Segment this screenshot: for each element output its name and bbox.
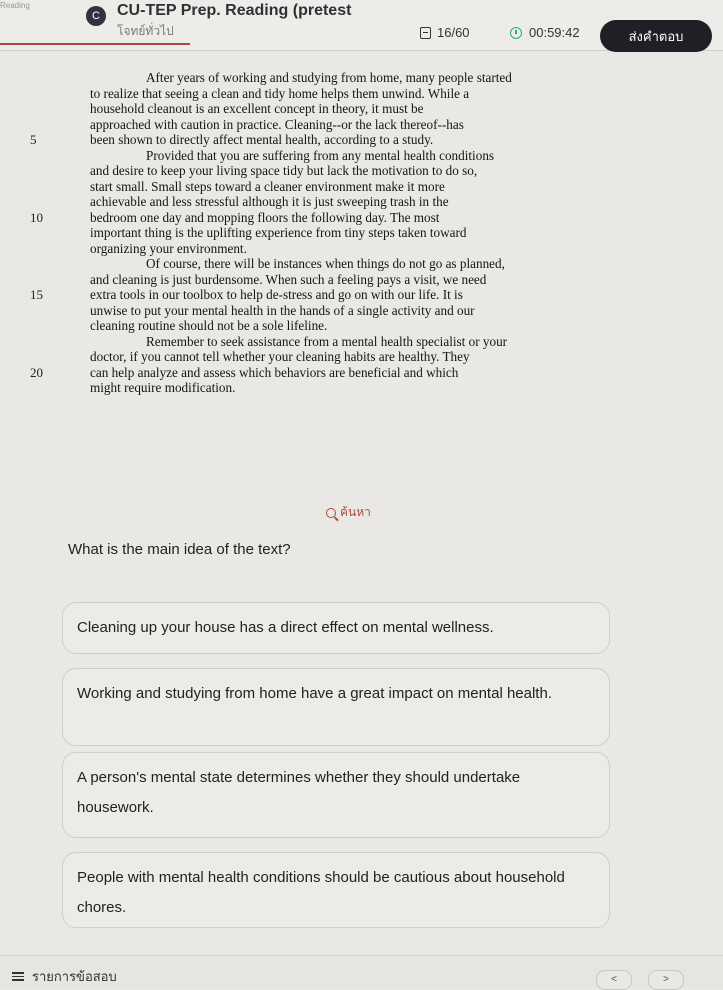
passage-line: important thing is the uplifting experience from tiny steps taken toward [90,225,467,240]
page-subtitle: โจทย์ทั่วไป [117,24,174,38]
passage-line: can help analyze and assess which behaviors are beneficial and which [90,364,459,380]
timer-value: 00:59:42 [529,25,580,40]
passage-line: Of course, there will be instances when things do not go as planned, [146,256,505,271]
line-number: 20 [30,364,43,380]
passage-line: and desire to keep your living space tidy but lack the motivation to do so, [90,163,478,178]
question-list-label: รายการข้อสอบ [32,969,117,984]
passage-line: organizing your environment. [90,240,247,256]
passage-line: approached with caution in practice. Cleaning--or the lack thereof--has [90,116,464,132]
answer-option-4[interactable]: People with mental health conditions should be cautious about household chores. [62,852,610,928]
passage-line: household cleanout is an excellent concept in theory, it must be [90,101,424,116]
passage-line: cleaning routine should not be a sole lifeline. [90,318,328,333]
passage-line: been shown to directly affect mental health, according to a study. [90,132,434,147]
reading-passage [30,70,587,396]
passage-line: and cleaning is just burdensome. When such a feeling pays a visit, we need [90,271,487,287]
passage-line: Remember to seek assistance from a mental health specialist or your [146,333,508,349]
search-link[interactable] [326,503,371,522]
passage-paragraph [30,256,587,334]
question-text: What is the main idea of the text? [68,541,291,558]
top-bar [0,0,723,51]
corner-logo: Reading [0,1,30,10]
question-counter-value: 16/60 [437,25,470,40]
bottom-bar [0,955,723,988]
passage-paragraph [30,147,587,257]
answer-option-3[interactable]: A person's mental state determines whether they should undertake housework. [62,752,610,838]
list-icon [12,970,24,983]
previous-question-button[interactable]: < [596,970,632,990]
question-list-icon [420,27,431,39]
submit-answers-button[interactable]: ส่งคำตอบ [600,20,712,52]
search-label: ค้นหา [340,505,371,519]
timer [510,25,580,40]
app-icon: C [86,6,106,26]
passage-line: doctor, if you cannot tell whether your cleaning habits are healthy. They [90,349,470,364]
passage-paragraph [30,333,587,396]
answer-option-1[interactable]: Cleaning up your house has a direct effect on mental wellness. [62,602,610,654]
title-underline [0,43,190,45]
passage-line: extra tools in our toolbox to help de-stress and go on with our life. It is [90,287,463,302]
passage-line: After years of working and studying from home, many people started [146,70,512,85]
line-number: 10 [30,209,43,225]
passage-line: bedroom one day and mopping floors the following day. The most [90,209,440,225]
next-question-button[interactable]: > [648,970,684,990]
passage-paragraph [30,70,587,148]
line-number: 5 [30,132,37,147]
clock-icon [510,27,522,39]
passage-line: to realize that seeing a clean and tidy home helps them unwind. While a [90,85,470,101]
passage-line: might require modification. [90,380,236,395]
search-icon [326,508,336,518]
passage-line: achievable and less stressful although it is just sweeping trash in the [90,194,449,209]
line-number: 15 [30,287,43,302]
passage-line: unwise to put your mental health in the hands of a single activity and our [90,302,475,318]
page-title: CU-TEP Prep. Reading (pretest [117,2,352,19]
question-list-button[interactable] [12,966,117,987]
passage-line: Provided that you are suffering from any mental health conditions [146,147,495,163]
answer-option-2[interactable]: Working and studying from home have a great impact on mental health. [62,668,610,746]
passage-line: start small. Small steps toward a cleaner environment make it more [90,178,445,194]
question-counter [420,25,470,40]
